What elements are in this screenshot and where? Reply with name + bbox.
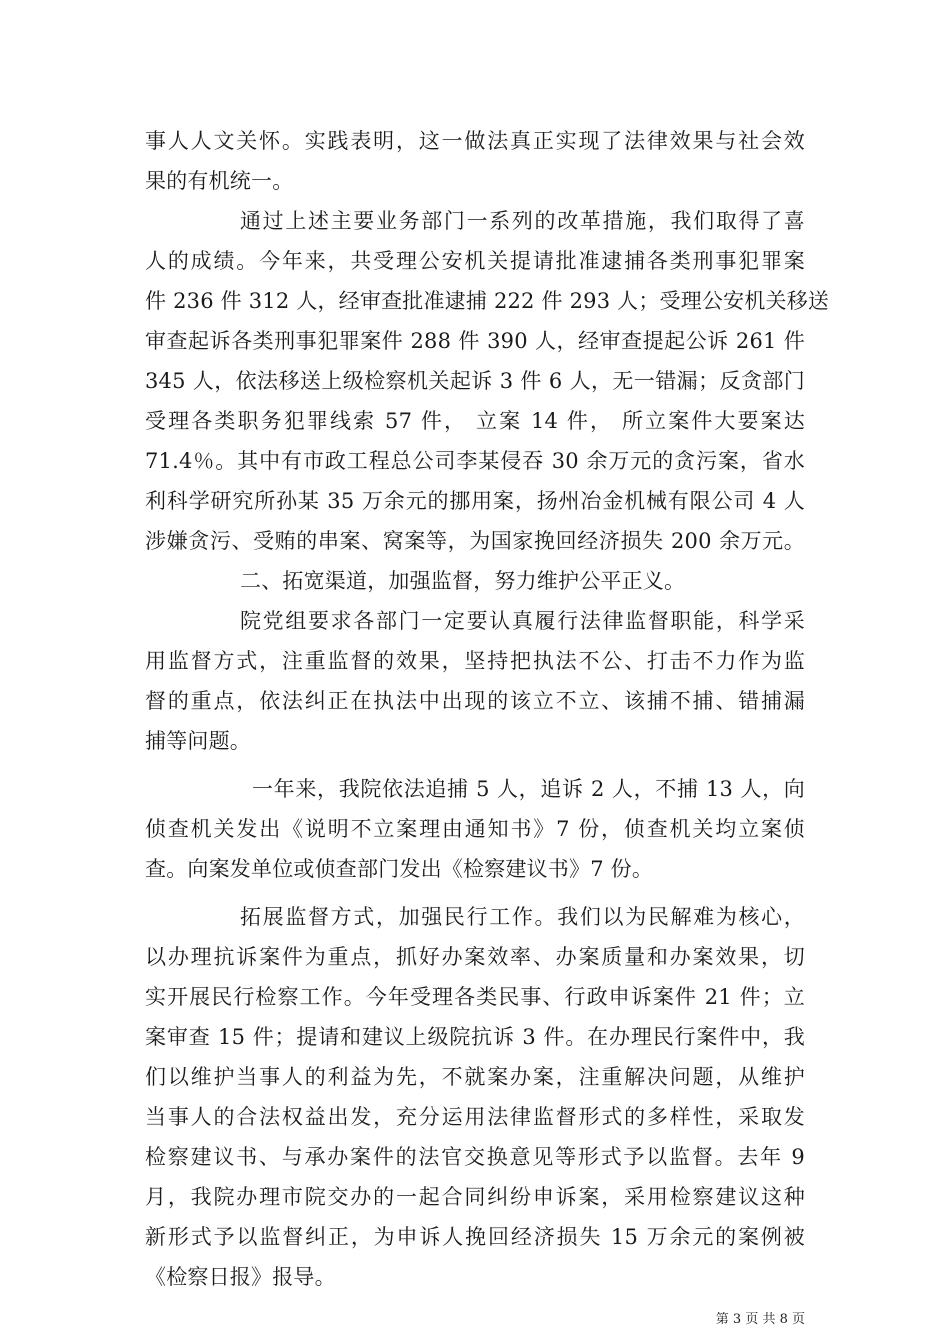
body-line: 们以维护当事人的利益为先，不就案办案，注重解决问题，从维护: [145, 1065, 805, 1089]
paragraph-start-line: 院党组要求各部门一定要认真履行法律监督职能，科学采: [240, 609, 805, 633]
body-line: 人的成绩。今年来，共受理公安机关提请批准逮捕各类刑事犯罪案: [145, 249, 805, 273]
body-line: 查。向案发单位或侦查部门发出《检察建议书》7 份。: [145, 857, 654, 881]
body-line: 利科学研究所孙某 35 万余元的挪用案，扬州冶金机械有限公司 4 人: [145, 489, 805, 513]
body-line: 71.4％。其中有市政工程总公司李某侵吞 30 余万元的贪污案，省水: [145, 449, 805, 473]
paragraph-start-line: 通过上述主要业务部门一系列的改革措施，我们取得了喜: [240, 209, 805, 233]
body-line: 月，我院办理市院交办的一起合同纠纷申诉案，采用检察建议这种: [145, 1185, 805, 1209]
body-line: 实开展民行检察工作。今年受理各类民事、行政申诉案件 21 件；立: [145, 985, 805, 1009]
paragraph-start-line: 一年来，我院依法追捕 5 人，追诉 2 人，不捕 13 人，向: [252, 777, 805, 801]
body-line: 检察建议书、与承办案件的法官交换意见等形式予以监督。去年 9: [145, 1145, 805, 1169]
body-line: 审查起诉各类刑事犯罪案件 288 件 390 人，经审查提起公诉 261 件: [145, 329, 805, 353]
page-number-footer: 第 3 页 共 8 页: [715, 1312, 805, 1327]
body-line: 案审查 15 件；提请和建议上级院抗诉 3 件。在办理民行案件中，我: [145, 1025, 805, 1049]
body-line: 《检察日报》报导。: [145, 1265, 336, 1289]
body-line: 345 人，依法移送上级检察机关起诉 3 件 6 人，无一错漏；反贪部门: [145, 369, 805, 393]
body-line: 捕等问题。: [145, 729, 251, 753]
section-heading: 二、拓宽渠道，加强监督，努力维护公平正义。: [240, 569, 686, 593]
body-line: 以办理抗诉案件为重点，抓好办案效率、办案质量和办案效果，切: [145, 945, 805, 969]
body-line: 当事人的合法权益出发，充分运用法律监督形式的多样性，采取发: [145, 1105, 805, 1129]
body-line: 侦查机关发出《说明不立案理由通知书》7 份，侦查机关均立案侦: [145, 817, 805, 841]
body-line: 果的有机统一。: [145, 169, 294, 193]
body-line: 事人人文关怀。实践表明，这一做法真正实现了法律效果与社会效: [145, 129, 805, 153]
body-line: 用监督方式，注重监督的效果，坚持把执法不公、打击不力作为监: [145, 649, 805, 673]
body-line: 件 236 件 312 人，经审查批准逮捕 222 件 293 人；受理公安机关移送: [145, 289, 830, 313]
body-line: 受理各类职务犯罪线索 57 件， 立案 14 件， 所立案件大要案达: [145, 409, 805, 433]
body-line: 督的重点，依法纠正在执法中出现的该立不立、该捕不捕、错捕漏: [145, 689, 805, 713]
body-line: 新形式予以监督纠正，为申诉人挽回经济损失 15 万余元的案例被: [145, 1225, 805, 1249]
paragraph-start-line: 拓展监督方式，加强民行工作。我们以为民解难为核心，: [240, 905, 805, 929]
body-line: 涉嫌贪污、受贿的串案、窝案等，为国家挽回经济损失 200 余万元。: [145, 529, 805, 553]
